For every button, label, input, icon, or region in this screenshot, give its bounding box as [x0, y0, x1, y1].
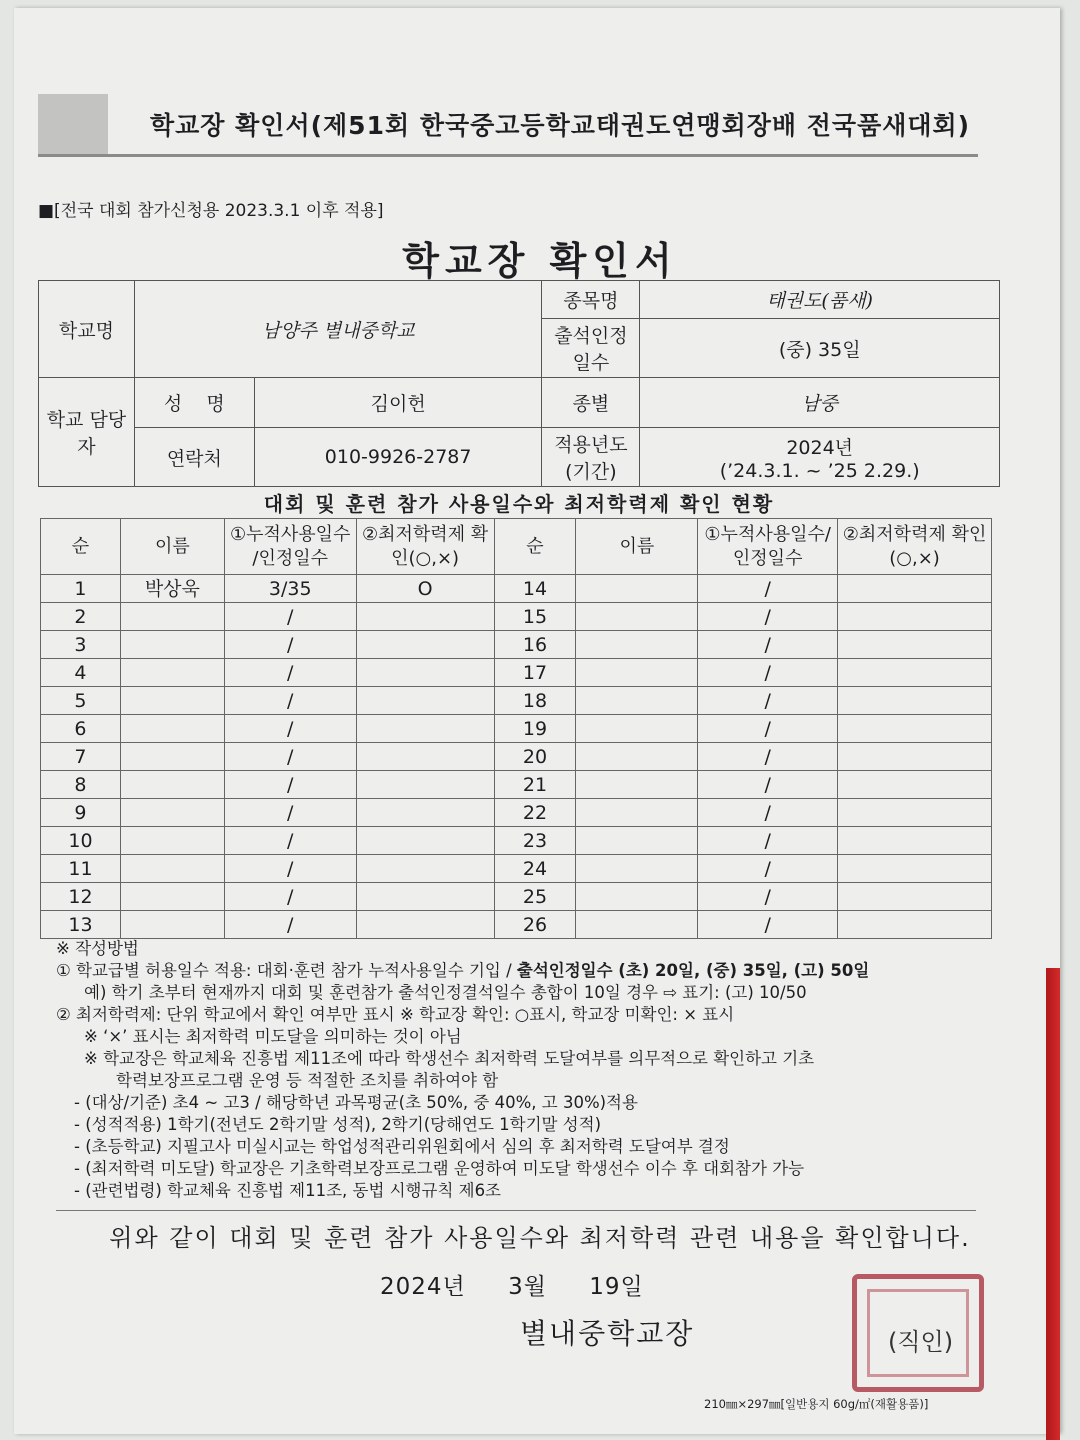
cell-days: / [698, 743, 838, 771]
confirmation-date [380, 1268, 678, 1301]
school-info-table [38, 280, 1000, 487]
method-item-2: ② 최저학력제: 단위 학교에서 확인 여부만 표시 ※ 학교장 확인: ○표시, 학교장 미확인: × 표시 [56, 1005, 735, 1024]
header-divider [38, 154, 978, 157]
cell-check [838, 715, 992, 743]
table-row [41, 911, 992, 939]
cell-no: 7 [41, 743, 121, 771]
header-gray-box [38, 94, 108, 156]
year-text: 2024년 [786, 436, 854, 459]
cell-check [356, 631, 494, 659]
form-usage-note: ■[전국 대회 참가신청용 2023.3.1 이후 적용] [38, 201, 384, 221]
cell-name [576, 855, 698, 883]
cell-days: / [698, 883, 838, 911]
cell-name [120, 771, 224, 799]
cell-name [120, 603, 224, 631]
cell-check [356, 743, 494, 771]
cell-no: 20 [494, 743, 576, 771]
date-month: 3월 [508, 1274, 547, 1300]
cell-days: / [224, 771, 356, 799]
col-check-left: ②최저학력제 확인(○,×) [356, 519, 494, 575]
cell-days: / [224, 631, 356, 659]
cell-no: 26 [494, 911, 576, 939]
main-title: 학교장 확인서 [402, 239, 678, 283]
cell-days: / [698, 603, 838, 631]
method-item-2-law-cont: 학력보장프로그램 운영 등 적절한 조치를 취하여야 함 [116, 1071, 499, 1090]
cell-days: / [698, 715, 838, 743]
attendance-value: (중) 35일 [640, 319, 1000, 378]
year-value [640, 428, 1000, 487]
contact-label: 학교 담당자 [39, 378, 135, 487]
cell-no: 2 [41, 603, 121, 631]
cell-name [576, 883, 698, 911]
col-no-left: 순 [41, 519, 121, 575]
table-row [41, 715, 992, 743]
cell-check [838, 659, 992, 687]
cell-name [576, 771, 698, 799]
instructions [56, 938, 986, 1202]
seal-label: (직인) [888, 1328, 954, 1356]
cell-name: 박상욱 [120, 575, 224, 603]
cell-no: 11 [41, 855, 121, 883]
cell-check [838, 743, 992, 771]
method-item-1-example: 예) 학기 초부터 현재까지 대회 및 훈련참가 출석인정결석일수 총합이 10일 경우 ⇨ 표기: (고) 10/50 [84, 983, 807, 1002]
cell-no: 6 [41, 715, 121, 743]
col-days-right: ①누적사용일수/ 인정일수 [698, 519, 838, 575]
cell-name [120, 827, 224, 855]
cell-check [838, 771, 992, 799]
col-name-right: 이름 [576, 519, 698, 575]
cell-name [576, 603, 698, 631]
cell-check [356, 799, 494, 827]
method-bullet-4: - (최저학력 미도달) 학교장은 기초학력보장프로그램 운영하여 미도달 학생선수 이수 후 대회참가 가능 [74, 1159, 805, 1178]
cell-name [576, 799, 698, 827]
cell-days: / [224, 715, 356, 743]
cell-days: / [698, 855, 838, 883]
cell-check [838, 687, 992, 715]
division-value: 남중 [640, 378, 1000, 428]
cell-no: 9 [41, 799, 121, 827]
cell-no: 18 [494, 687, 576, 715]
method-bullet-1: - (대상/기준) 초4 ~ 고3 / 해당학년 과목평균(초 50%, 중 40%, 고 30%)적용 [74, 1093, 638, 1112]
table-row [41, 743, 992, 771]
cell-no: 22 [494, 799, 576, 827]
contact-phone-value: 010-9926-2787 [254, 428, 542, 487]
cell-check [356, 659, 494, 687]
cell-days: / [224, 743, 356, 771]
cell-check [838, 575, 992, 603]
cell-check [356, 687, 494, 715]
cell-name [120, 687, 224, 715]
confirm-divider [56, 1210, 976, 1211]
cell-check [838, 855, 992, 883]
cell-name [576, 631, 698, 659]
cell-days: / [698, 659, 838, 687]
event-value: 태권도(품새) [640, 281, 1000, 319]
table-row [41, 687, 992, 715]
cell-check [356, 827, 494, 855]
method-item-1-bold: 출석인정일수 (초) 20일, (중) 35일, (고) 50일 [516, 961, 870, 980]
cell-check [838, 827, 992, 855]
table-row [41, 631, 992, 659]
method-item-1 [56, 960, 986, 982]
contact-name-label: 성 명 [134, 378, 254, 428]
cell-no: 23 [494, 827, 576, 855]
principal-signature: 별내중학교장 [520, 1317, 695, 1350]
cell-name [120, 631, 224, 659]
cell-no: 13 [41, 911, 121, 939]
method-bullet-5: - (관련법령) 학교체육 진흥법 제11조, 동법 시행규칙 제6조 [74, 1181, 501, 1200]
table-row [41, 827, 992, 855]
cell-name [576, 715, 698, 743]
cell-check [838, 911, 992, 939]
contact-name-value: 김이헌 [254, 378, 542, 428]
cell-name [576, 743, 698, 771]
cell-days: / [224, 911, 356, 939]
table-row [41, 575, 992, 603]
cell-no: 21 [494, 771, 576, 799]
method-bullet-2: - (성적적용) 1학기(전년도 2학기말 성적), 2학기(당해연도 1학기말 성적) [74, 1115, 602, 1134]
cell-no: 1 [41, 575, 121, 603]
cell-no: 25 [494, 883, 576, 911]
cell-name [120, 855, 224, 883]
roster-table [40, 518, 992, 939]
cell-days: / [224, 799, 356, 827]
cell-no: 15 [494, 603, 576, 631]
cell-days: / [224, 687, 356, 715]
col-days-left: ①누적사용일수 /인정일수 [224, 519, 356, 575]
cell-no: 10 [41, 827, 121, 855]
cell-check [356, 911, 494, 939]
cell-check [838, 883, 992, 911]
confirmation-statement: 위와 같이 대회 및 훈련 참가 사용일수와 최저학력 관련 내용을 확인합니다. [109, 1224, 971, 1252]
cell-name [576, 911, 698, 939]
method-heading: ※ 작성방법 [56, 939, 139, 958]
table-row [41, 771, 992, 799]
cell-check: O [356, 575, 494, 603]
cell-name [120, 911, 224, 939]
method-item-2-law: ※ 학교장은 학교체육 진흥법 제11조에 따라 학생선수 최저학력 도달여부를 의무적으로 확인하고 기초 [84, 1049, 815, 1068]
cell-no: 16 [494, 631, 576, 659]
cell-name [120, 883, 224, 911]
method-bullet-3: - (초등학교) 지필고사 미실시교는 학업성적관리위원회에서 심의 후 최저학력 도달여부 결정 [74, 1137, 730, 1156]
table-row [41, 855, 992, 883]
cell-days: 3/35 [224, 575, 356, 603]
cell-no: 5 [41, 687, 121, 715]
contact-phone-label: 연락처 [134, 428, 254, 487]
cell-days: / [224, 827, 356, 855]
cell-days: / [224, 603, 356, 631]
cell-name [120, 659, 224, 687]
cell-name [576, 575, 698, 603]
school-name-value: 남양주 별내중학교 [134, 281, 542, 378]
cell-no: 24 [494, 855, 576, 883]
cell-no: 17 [494, 659, 576, 687]
method-item-1-text: ① 학교급별 허용일수 적용: 대회·훈련 참가 누적사용일수 기입 / [56, 961, 517, 980]
cell-name [120, 715, 224, 743]
cell-days: / [698, 911, 838, 939]
method-item-2-note: ※ ‘×’ 표시는 최저학력 미도달을 의미하는 것이 아님 [84, 1027, 462, 1046]
cell-check [838, 603, 992, 631]
cell-days: / [698, 827, 838, 855]
cell-days: / [698, 575, 838, 603]
cell-no: 19 [494, 715, 576, 743]
cell-check [838, 631, 992, 659]
year-label: 적용년도 (기간) [542, 428, 640, 487]
cell-name [120, 743, 224, 771]
cell-check [356, 883, 494, 911]
date-year: 2024년 [380, 1274, 466, 1300]
header-title: 학교장 확인서(제51회 한국중고등학교태권도연맹회장배 전국품새대회) [150, 111, 971, 140]
cell-days: / [224, 883, 356, 911]
cell-no: 14 [494, 575, 576, 603]
cell-no: 12 [41, 883, 121, 911]
attendance-label: 출석인정 일수 [542, 319, 640, 378]
col-no-right: 순 [494, 519, 576, 575]
cell-days: / [224, 659, 356, 687]
cell-days: / [698, 799, 838, 827]
table-row [41, 883, 992, 911]
col-name-left: 이름 [120, 519, 224, 575]
division-label: 종별 [542, 378, 640, 428]
cell-check [356, 855, 494, 883]
cell-check [356, 603, 494, 631]
cell-days: / [698, 631, 838, 659]
red-background-edge [1046, 968, 1060, 1440]
cell-name [576, 659, 698, 687]
cell-name [576, 827, 698, 855]
school-name-label: 학교명 [39, 281, 135, 378]
cell-no: 3 [41, 631, 121, 659]
date-day: 19일 [589, 1274, 644, 1300]
table-row [41, 799, 992, 827]
section-title: 대회 및 훈련 참가 사용일수와 최저학력제 확인 현황 [263, 492, 775, 516]
cell-no: 8 [41, 771, 121, 799]
table-row [41, 659, 992, 687]
cell-days: / [698, 771, 838, 799]
event-label: 종목명 [542, 281, 640, 319]
table-row [41, 603, 992, 631]
cell-check [356, 771, 494, 799]
cell-no: 4 [41, 659, 121, 687]
cell-days: / [698, 687, 838, 715]
roster-body [41, 575, 992, 939]
col-check-right: ②최저학력제 확인(○,×) [838, 519, 992, 575]
cell-name [576, 687, 698, 715]
cell-check [356, 715, 494, 743]
cell-name [120, 799, 224, 827]
cell-days: / [224, 855, 356, 883]
cell-check [838, 799, 992, 827]
period-text: (’24.3.1. ~ ’25 2.29.) [719, 459, 920, 482]
paper-spec: 210㎜×297㎜[일반용지 60g/㎡(재활용품)] [704, 1397, 929, 1411]
